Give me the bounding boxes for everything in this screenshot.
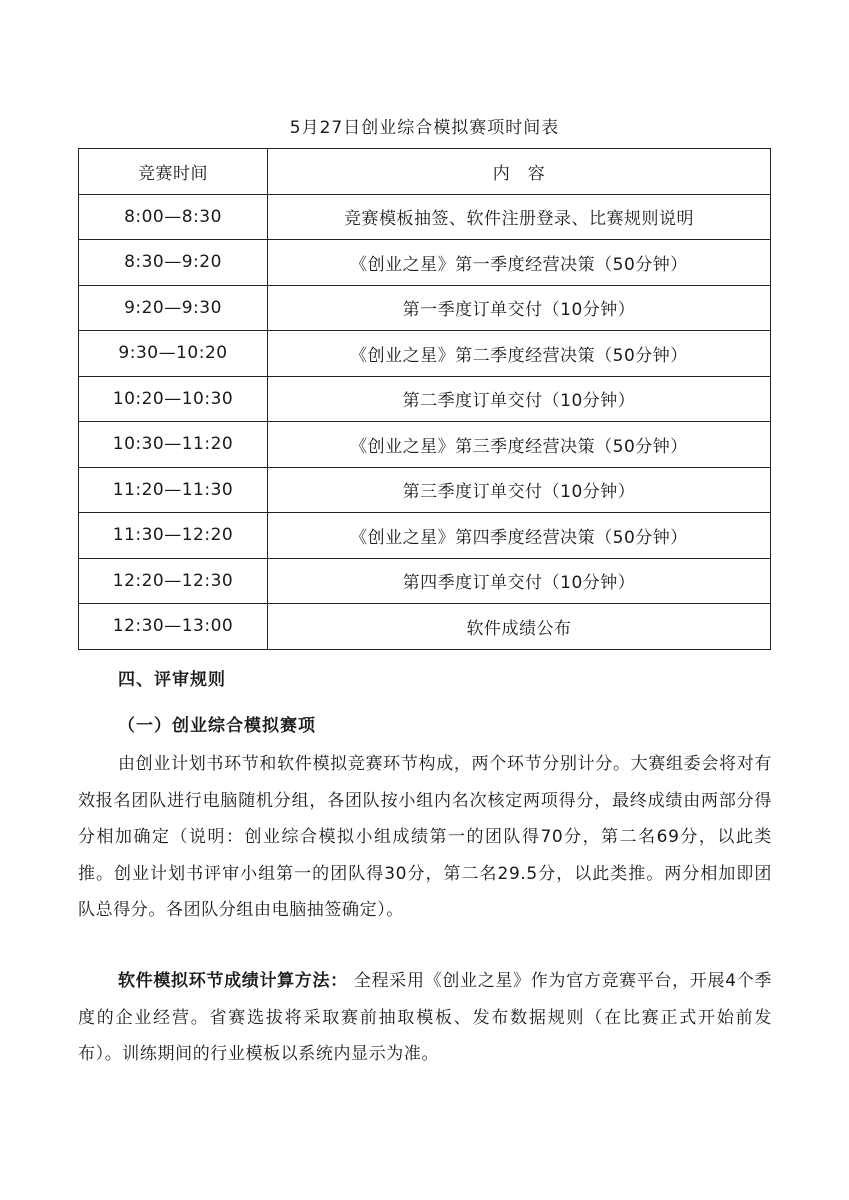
- time-cell: 11:20—11:30: [79, 467, 268, 513]
- time-cell: 12:30—13:00: [79, 604, 268, 650]
- content-cell: 《创业之星》第四季度经营决策（50分钟）: [268, 513, 771, 559]
- time-cell: 9:20—9:30: [79, 285, 268, 331]
- time-cell: 10:30—11:20: [79, 422, 268, 468]
- content-cell: 《创业之星》第一季度经营决策（50分钟）: [268, 240, 771, 286]
- table-row: [79, 331, 771, 377]
- page-title: 5月27日创业综合模拟赛项时间表: [289, 118, 560, 138]
- time-cell: 8:00—8:30: [79, 194, 268, 240]
- column-header-time: 竞赛时间: [79, 149, 268, 195]
- table-row: [79, 467, 771, 513]
- table-row: [79, 240, 771, 286]
- content-cell: 软件成绩公布: [268, 604, 771, 650]
- content-cell: 第四季度订单交付（10分钟）: [268, 558, 771, 604]
- time-cell: 12:20—12:30: [79, 558, 268, 604]
- scoring-method-label: 软件模拟环节成绩计算方法：: [118, 971, 348, 991]
- table-row: [79, 194, 771, 240]
- rules-paragraph: 由创业计划书环节和软件模拟竞赛环节构成，两个环节分别计分。大赛组委会将对有效报名团队进行电脑随机分组，各团队按小组内名次核定两项得分，最终成绩由两部分得分相加确定（说明：创业综合模拟小组成绩第一的团队得70分，第二名69分，以此类推。创业计划书评审小组第一的团队得30分，第二名29.5分，以此类推。两分相加即团队总得分。各团队分组由电脑抽签确定）。: [78, 754, 772, 920]
- schedule-table: [78, 148, 771, 650]
- content-cell: 第三季度订单交付（10分钟）: [268, 467, 771, 513]
- content-cell: 第一季度订单交付（10分钟）: [268, 285, 771, 331]
- table-header-row: [79, 149, 771, 195]
- table-row: [79, 513, 771, 559]
- content-cell: 《创业之星》第三季度经营决策（50分钟）: [268, 422, 771, 468]
- time-cell: 9:30—10:20: [79, 331, 268, 377]
- time-cell: 10:20—10:30: [79, 376, 268, 422]
- table-row: [79, 422, 771, 468]
- scoring-method-text: 全程采用《创业之星》作为官方竞赛平台，开展4个季度的企业经营。省赛选拔将采取赛前抽取模板、发布数据规则（在比赛正式开始前发布）。训练期间的行业模板以系统内显示为准。: [78, 971, 772, 1064]
- column-header-content: 内 容: [268, 149, 771, 195]
- table-row: [79, 285, 771, 331]
- content-cell: 竞赛模板抽签、软件注册登录、比赛规则说明: [268, 194, 771, 240]
- content-cell: 第二季度订单交付（10分钟）: [268, 376, 771, 422]
- subsection-heading: （一）创业综合模拟赛项: [118, 716, 316, 736]
- table-row: [79, 558, 771, 604]
- table-row: [79, 604, 771, 650]
- time-cell: 8:30—9:20: [79, 240, 268, 286]
- section-heading: 四、评审规则: [118, 670, 226, 690]
- scoring-method-paragraph: [78, 963, 772, 1073]
- content-cell: 《创业之星》第二季度经营决策（50分钟）: [268, 331, 771, 377]
- table-row: [79, 376, 771, 422]
- time-cell: 11:30—12:20: [79, 513, 268, 559]
